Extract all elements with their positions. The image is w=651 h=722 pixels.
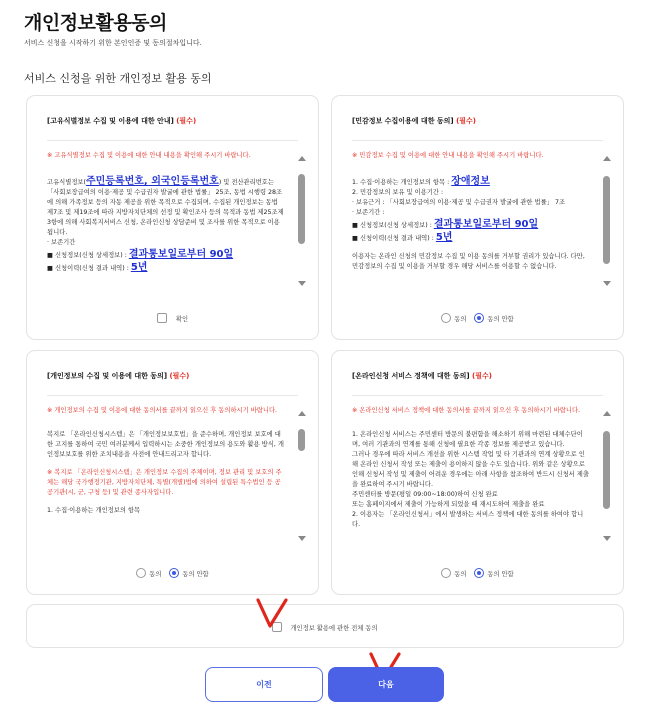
scroll-up-icon[interactable]	[603, 411, 611, 416]
disagree-radio[interactable]	[169, 568, 179, 578]
agree-option[interactable]: 동의	[136, 568, 161, 578]
scroll-down-icon[interactable]	[298, 281, 306, 286]
agree-all-label: 개인정보 활용에 관한 전체 동의	[290, 624, 378, 632]
scroll-up-icon[interactable]	[603, 156, 611, 161]
required-badge: (필수)	[456, 117, 476, 125]
next-button[interactable]: 다음	[328, 667, 444, 702]
page-title: 개인정보활용동의	[24, 12, 167, 34]
service-policy-card	[331, 350, 624, 595]
unique-id-terms-text[interactable]: ※ 고유식별정보 수집 및 이용에 대한 안내 내용을 확인해 주시기 바랍니다. 고유식별정보(주민등록번호, 외국인등록번호) 및 전산관리번호는 「사회보장급여의 이용·제공 및 수급권자 발굴에 관한 법률」 25조, 동법 시행령 28조에 의해 가족정보 등의 자동 제공을 위한 목적으로 수집되며, 수집된 개인정보는 동법 제7조 및 제19조에 따라 지방자치단체의 선정 및 확인조사 등의 목적과 동법 제25조제3항에 의해 사회복지서비스 신청, 온라인신청 상담준비 및 조사를 위한 목적으로 이용됩니다. · 보존기간 ■ 신청정보(신청 상세정보) : 결과통보일로부터 90일 ■ 신청이력(신청 결과 내역) : 5년	[47, 152, 284, 273]
divider	[47, 395, 298, 396]
policy-terms-text[interactable]: ※ 온라인신청 서비스 정책에 대한 동의서를 끝까지 읽으신 후 동의하시기 바랍니다. 1. 온라인신청 서비스는 주민센터 방문의 불편함을 해소하기 위해 마련된 대체수단이며, 여러 기관과의 연계를 통해 신청에 필요한 각종 정보를 제공받고 있습니다. 그러나 경우에 따라 서비스 개선을 위한 시스템 작업 및 타 기관과의 연계 상황으로 인해 온라인 신청서 작성 또는 제출이 용이하지 않을 수도 있습니다. 위와 같은 상황으로 인해 신청서 작성 및 제출이 어려운 경우에는 아래 사항을 참조하여 반드시 신청서 제출을 완료하여 주시기 바랍니다. 주민센터를 방문(평일 09:00~18:00)하여 신청 완료 또는 홈페이지에서 제출이 가능하게 되었을 때 재시도하여 제출을 완료 2. 이용자는 「온라인신청서」에서 발생하는 서비스 정책에 대한 동의를 하여야 합니다.	[352, 407, 589, 528]
scroll-up-icon[interactable]	[298, 156, 306, 161]
scroll-down-icon[interactable]	[603, 281, 611, 286]
personal-terms-text[interactable]: ※ 개인정보의 수집 및 이용에 대한 동의서를 끝까지 읽으신 후 동의하시기 바랍니다. 복지로 「온라인신청시스템」은 「개인정보보호법」을 준수하며, 개인정보 보호에 대한 고지를 통하여 국민 여러분께서 입력하시는 소중한 개인정보의 용도와 활용 방식, 개인정보보호를 위한 조치내용을 사전에 안내드리고자 합니다. ※ 복지로 「온라인신청시스템」은 개인정보 수집의 주체이며, 정보 관리 및 보호의 주체는 해당 국가행정기관, 지방자치단체, 특별(개별)법에 의하여 설립된 특수법인 등 공공기관(시, 군, 구청 등) 및 관련 종사자입니다. 1. 수집·이용하는 개인정보의 항목	[47, 407, 284, 514]
divider	[352, 395, 603, 396]
section-title: 서비스 신청을 위한 개인정보 활용 동의	[24, 72, 212, 85]
annotation-check-icon	[255, 596, 289, 630]
agree-all-box	[26, 604, 624, 648]
sensitive-info-card	[331, 95, 624, 340]
consent-radio-group	[27, 568, 318, 578]
divider	[352, 140, 603, 141]
required-badge: (필수)	[472, 372, 492, 380]
confirm-option[interactable]	[157, 313, 188, 323]
card-title: [민감정보 수집이용에 대한 동의] (필수)	[352, 117, 476, 125]
confirm-checkbox[interactable]	[157, 313, 167, 323]
personal-info-card	[26, 350, 319, 595]
agree-radio[interactable]	[441, 313, 451, 323]
divider	[47, 140, 298, 141]
scroll-thumb[interactable]	[298, 429, 305, 451]
disagree-radio[interactable]	[474, 568, 484, 578]
scroll-thumb[interactable]	[603, 176, 610, 264]
scrollbar[interactable]	[296, 156, 308, 286]
scroll-thumb[interactable]	[603, 431, 610, 509]
disagree-option[interactable]: 동의 안함	[474, 313, 513, 323]
scroll-down-icon[interactable]	[298, 536, 306, 541]
prev-button[interactable]: 이전	[205, 667, 323, 702]
card-title: [고유식별정보 수집 및 이용에 대한 안내] (필수)	[47, 117, 197, 125]
agree-option[interactable]: 동의	[441, 568, 466, 578]
scrollbar[interactable]	[296, 411, 308, 541]
scroll-down-icon[interactable]	[603, 536, 611, 541]
required-badge: (필수)	[169, 372, 190, 380]
disagree-radio[interactable]	[474, 313, 484, 323]
scroll-thumb[interactable]	[298, 174, 305, 244]
sensitive-terms-text[interactable]: ※ 민감정보 수집 및 이용에 대한 안내 내용을 확인해 주시기 바랍니다. 1. 수집·이용하는 개인정보의 항목 : 장애정보 2. 민감정보의 보유 및 이용기간 : · 보유근거 : 「사회보장급여의 이용·제공 및 수급권자 발굴에 관한 법률」 7조 · 보존기간 : ■ 신청정보(신청 상세정보) : 결과통보일로부터 90일 ■ 신청이력(신청 결과 내역) : 5년 이용자는 온라인 신청의 민감정보 수집 및 이용 동의를 거부할 권리가 있습니다. 다만, 민감정보의 수집 및 이용을 거부할 경우 해당 서비스를 이용할 수 없습니다.	[352, 152, 585, 270]
consent-radio-group	[332, 313, 623, 323]
agree-radio[interactable]	[136, 568, 146, 578]
disagree-option[interactable]: 동의 안함	[474, 568, 513, 578]
card-title: [개인정보의 수집 및 이용에 대한 동의] (필수)	[47, 372, 190, 380]
agree-radio[interactable]	[441, 568, 451, 578]
agree-all-row[interactable]	[27, 622, 623, 632]
scrollbar[interactable]	[601, 156, 613, 286]
card-title: [온라인신청 서비스 정책에 대한 동의] (필수)	[352, 372, 492, 380]
scroll-up-icon[interactable]	[298, 411, 306, 416]
page-subtitle: 서비스 신청을 시작하기 위한 본인인증 및 동의절차입니다.	[24, 39, 202, 47]
confirm-label: 확인	[175, 315, 189, 323]
confirm-row	[27, 313, 318, 323]
required-badge: (필수)	[176, 117, 197, 125]
unique-id-card	[26, 95, 319, 340]
agree-option[interactable]: 동의	[441, 313, 466, 323]
scrollbar[interactable]	[601, 411, 613, 541]
disagree-option[interactable]: 동의 안함	[169, 568, 208, 578]
consent-radio-group	[332, 568, 623, 578]
